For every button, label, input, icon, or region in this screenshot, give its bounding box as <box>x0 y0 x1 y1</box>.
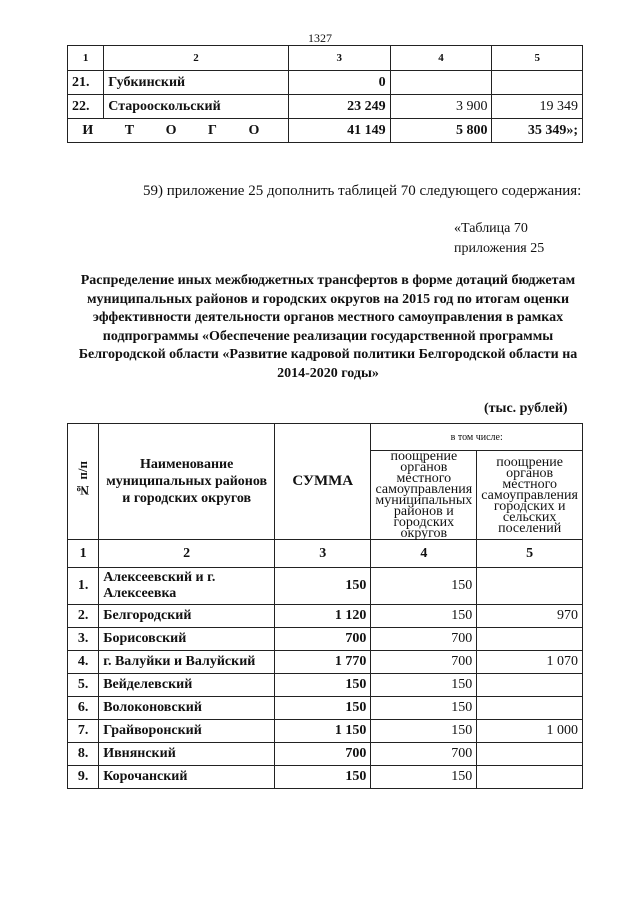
district-name: Старооскольский <box>104 95 288 119</box>
table-row <box>68 651 583 674</box>
col4-cell: 700 <box>371 743 477 766</box>
row-number: 3. <box>68 628 99 651</box>
col4-cell <box>390 71 492 95</box>
distribution-table <box>67 423 583 789</box>
sum-cell: 150 <box>275 674 371 697</box>
table-row <box>68 95 583 119</box>
row-number: 1. <box>68 568 99 605</box>
row-number: 4. <box>68 651 99 674</box>
row-number: 6. <box>68 697 99 720</box>
numbers-row <box>68 540 583 568</box>
row-number: 8. <box>68 743 99 766</box>
num-header: № п/п <box>75 460 91 498</box>
col5-header: поощрение органов местного самоуправления городских и сельских поселений <box>477 451 583 540</box>
col4-cell: 700 <box>371 651 477 674</box>
page-number: 1327 <box>308 31 332 45</box>
total-col5: 35 349»; <box>492 119 583 143</box>
col5-cell <box>492 71 583 95</box>
document-title: Распределение иных межбюджетных трансфертов в форме дотаций бюджетам муниципальных районов и городских округов на 2015 год по итогам оценки эффективности деятельности органов местного самоуправления в рамках подпрограммы «Обеспечение реализации государственной программы Белгородской области «Развитие кадровой политики Белгородской области на 2014-2020 годы» <box>78 273 578 381</box>
table-row <box>68 743 583 766</box>
col4-cell: 150 <box>371 766 477 789</box>
col5-cell <box>477 766 583 789</box>
sum-cell: 1 770 <box>275 651 371 674</box>
number-cell: 4 <box>371 540 477 568</box>
including-header: в том числе: <box>371 424 583 451</box>
header-cell: 1 <box>68 46 104 71</box>
district-name: Белгородский <box>99 605 275 628</box>
units-label: (тыс. рублей) <box>484 401 568 416</box>
header-cell: 3 <box>288 46 390 71</box>
district-name: Борисовский <box>99 628 275 651</box>
district-name: Корочанский <box>99 766 275 789</box>
sum-cell: 0 <box>288 71 390 95</box>
sum-cell: 150 <box>275 766 371 789</box>
table-row <box>68 605 583 628</box>
table-caption-line: приложения 25 <box>454 241 545 256</box>
continuation-table <box>67 45 583 143</box>
col5-cell <box>477 743 583 766</box>
row-number: 21. <box>68 71 104 95</box>
col5-cell: 19 349 <box>492 95 583 119</box>
district-name: Ивнянский <box>99 743 275 766</box>
row-number: 9. <box>68 766 99 789</box>
sum-cell: 150 <box>275 697 371 720</box>
col5-cell: 1 070 <box>477 651 583 674</box>
col4-cell: 150 <box>371 605 477 628</box>
sum-header: СУММА <box>275 424 371 540</box>
number-cell: 3 <box>275 540 371 568</box>
table-row <box>68 720 583 743</box>
district-name: Волоконовский <box>99 697 275 720</box>
table-row <box>68 568 583 605</box>
col4-cell: 150 <box>371 674 477 697</box>
col5-cell <box>477 568 583 605</box>
col4-cell: 150 <box>371 720 477 743</box>
sum-cell: 700 <box>275 628 371 651</box>
col4-cell: 3 900 <box>390 95 492 119</box>
row-number: 7. <box>68 720 99 743</box>
table-caption <box>454 219 544 259</box>
col5-cell: 1 000 <box>477 720 583 743</box>
header-cell: 4 <box>390 46 492 71</box>
district-name: Вейделевский <box>99 674 275 697</box>
num-header-cell <box>68 424 99 540</box>
sum-cell: 1 120 <box>275 605 371 628</box>
col4-cell: 150 <box>371 697 477 720</box>
number-cell: 5 <box>477 540 583 568</box>
sum-cell: 23 249 <box>288 95 390 119</box>
header-cell: 2 <box>104 46 288 71</box>
row-number: 22. <box>68 95 104 119</box>
col5-cell <box>477 628 583 651</box>
total-label: И Т О Г О <box>68 119 289 143</box>
col4-cell: 700 <box>371 628 477 651</box>
col5-cell <box>477 697 583 720</box>
table-row <box>68 674 583 697</box>
sum-cell: 700 <box>275 743 371 766</box>
number-cell: 1 <box>68 540 99 568</box>
total-sum: 41 149 <box>288 119 390 143</box>
col5-cell <box>477 674 583 697</box>
table-row <box>68 697 583 720</box>
district-name: Губкинский <box>104 71 288 95</box>
total-col4: 5 800 <box>390 119 492 143</box>
total-row <box>68 119 583 143</box>
amendment-paragraph: 59) приложение 25 дополнить таблицей 70 следующего содержания: <box>143 183 582 199</box>
table-header-row <box>68 424 583 451</box>
sum-cell: 150 <box>275 568 371 605</box>
row-number: 5. <box>68 674 99 697</box>
col4-cell: 150 <box>371 568 477 605</box>
row-number: 2. <box>68 605 99 628</box>
table-row <box>68 628 583 651</box>
col4-header: поощрение органов местного самоуправления муниципальных районов и городских округов <box>371 451 477 540</box>
table-header-row <box>68 46 583 71</box>
table-row <box>68 71 583 95</box>
table-caption-line: «Таблица 70 <box>454 221 528 236</box>
sum-cell: 1 150 <box>275 720 371 743</box>
col5-cell: 970 <box>477 605 583 628</box>
name-header: Наименование муниципальных районов и городских округов <box>99 424 275 540</box>
district-name: Грайворонский <box>99 720 275 743</box>
header-cell: 5 <box>492 46 583 71</box>
district-name: г. Валуйки и Валуйский <box>99 651 275 674</box>
table-row <box>68 766 583 789</box>
number-cell: 2 <box>99 540 275 568</box>
district-name: Алексеевский и г. Алексеевка <box>99 568 275 605</box>
